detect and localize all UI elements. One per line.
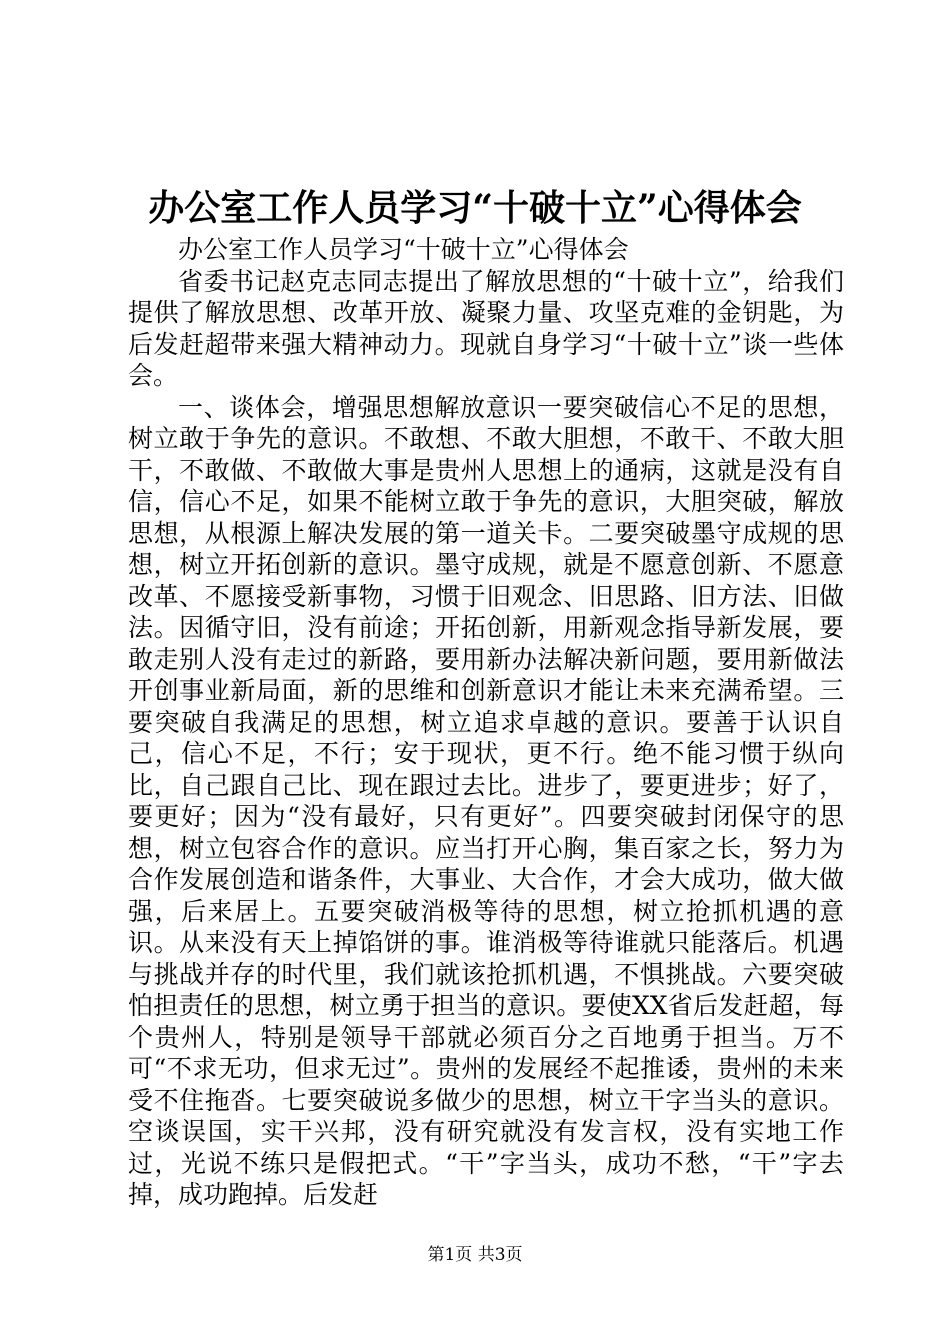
document-title: 办公室工作人员学习“十破十立”心得体会 (148, 187, 802, 229)
paragraph-main: 一、谈体会，增强思想解放意识一要突破信心不足的思想，树立敢于争先的意识。不敢想、不敢大胆想，不敢干、不敢大胆干，不敢做、不敢做大事是贵州人思想上的通病，这就是没有自信，信心不足，如果不能树立敢于争先的意识，大胆突破，解放思想，从根源上解决发展的第一道关卡。二要突破墨守成规的思想，树立开拓创新的意识。墨守成规，就是不愿意创新、不愿意改革、不愿接受新事物，习惯于旧观念、旧思路、旧方法、旧做法。因循守旧，没有前途；开拓创新，用新观念指导新发展，要敢走别人没有走过的新路，要用新办法解决新问题，要用新做法开创事业新局面，新的思维和创新意识才能让未来充满希望。三要突破自我满足的思想，树立追求卓越的意识。要善于认识自己，信心不足，不行；安于现状，更不行。绝不能习惯于纵向比，自己跟自己比、现在跟过去比。进步了，要更进步；好了，要更好；因为“没有最好，只有更好”。四要突破封闭保守的思想，树立包容合作的意识。应当打开心胸，集百家之长，努力为合作发展创造和谐条件，大事业、大合作，才会大成功，做大做强，后来居上。五要突破消极等待的思想，树立抢抓机遇的意识。从来没有天上掉馅饼的事。谁消极等待谁就只能落后。机遇与挑战并存的时代里，我们就该抢抓机遇，不惧挑战。六要突破怕担责任的思想，树立勇于担当的意识。要使XX省后发赶超，每个贵州人，特别是领导干部就必须百分之百地勇于担当。万不可“不求无功，但求无过”。贵州的发展经不起推诿，贵州的未来受不住拖沓。七要突破说多做少的思想，树立干字当头的意识。空谈误国，实干兴邦，没有研究就没有发言权，没有实地工作过，光说不练只是假把式。“干”字当头，成功不愁，“干”字去掉，成功跑掉。后发赶 (128, 392, 844, 1209)
document-body (128, 234, 844, 1211)
paragraph-subtitle: 办公室工作人员学习“十破十立”心得体会 (178, 235, 629, 264)
page-footer: 第1页 共3页 (427, 1245, 523, 1265)
paragraph-intro: 省委书记赵克志同志提出了解放思想的“十破十立”，给我们提供了解放思想、改革开放、凝聚力量、攻坚克难的金钥匙，为后发赶超带来强大精神动力。现就自身学习“十破十立”谈一些体会。 (128, 266, 844, 390)
